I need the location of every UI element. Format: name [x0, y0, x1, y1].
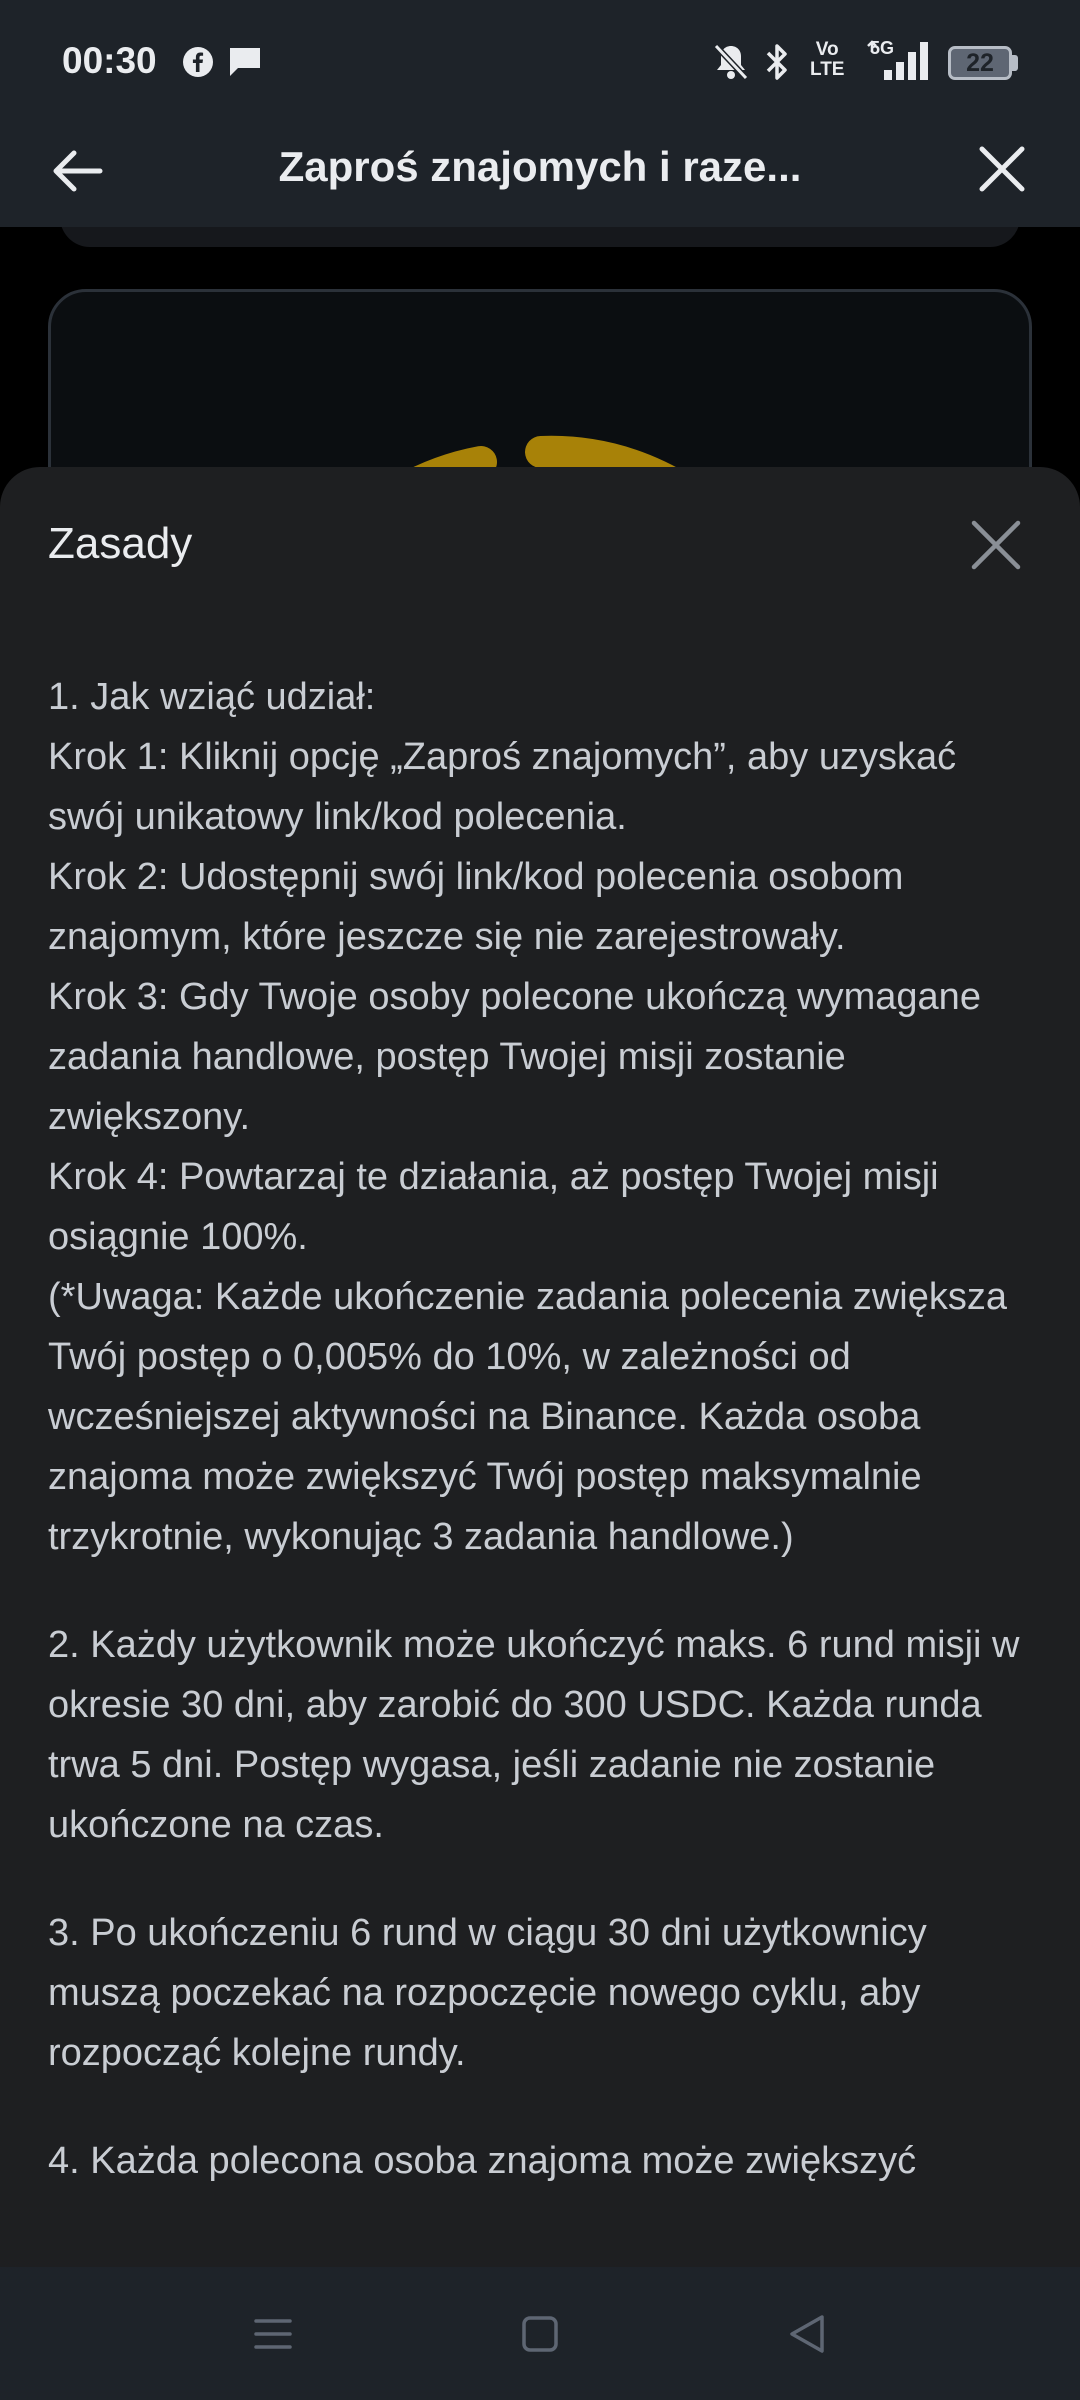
signal-icon [866, 40, 930, 82]
status-time: 00:30 [62, 40, 157, 81]
rule-4: 4. Każda polecona osoba znajoma może zwiększyć [48, 2140, 917, 2182]
close-button[interactable] [972, 139, 1032, 199]
battery-nub [1012, 55, 1018, 71]
system-nav-bar [0, 2267, 1080, 2400]
rule-note: (*Uwaga: Każde ukończenie zadania polecenia zwiększa Twój postęp o 0,005% do 10%, w zależności od wcześniejszej aktywności na Binance. Każda osoba znajoma może zwiększyć Twój postęp maksymalnie trzykrotnie, wykonując 3 zadania handlowe.) [48, 1276, 1008, 1558]
close-icon [972, 139, 1032, 199]
rules-sheet [0, 467, 1080, 2267]
rule-3: 3. Po ukończeniu 6 rund w ciągu 30 dni użytkownicy muszą poczekać na rozpoczęcie nowego cyklu, aby rozpocząć kolejne rundy. [48, 1912, 927, 2074]
rule-heading: 1. Jak wziąć udział: [48, 676, 376, 718]
rule-step-3: Krok 3: Gdy Twoje osoby polecone ukończą wymagane zadania handlowe, postęp Twojej misji zostanie zwiększony. [48, 976, 981, 1138]
battery-icon: 22 [948, 46, 1012, 80]
arrow-left-icon [48, 141, 108, 201]
sheet-close-button[interactable] [968, 517, 1024, 573]
background-content [0, 227, 1080, 477]
recent-apps-button[interactable] [248, 2309, 298, 2359]
page-title: Zaproś znajomych i raze... [278, 143, 802, 190]
sheet-title: Zasady [48, 519, 193, 568]
background-strip [60, 227, 1020, 247]
volte-icon: Vo LTE [810, 39, 845, 80]
home-button[interactable] [515, 2309, 565, 2359]
back-button[interactable] [48, 141, 108, 201]
rule-step-4: Krok 4: Powtarzaj te działania, aż postęp Twojej misji osiągnie 100%. [48, 1156, 939, 1258]
back-triangle-icon [782, 2309, 832, 2359]
rules-text [48, 667, 1038, 2191]
rule-2: 2. Każdy użytkownik może ukończyć maks. 6 rund misji w okresie 30 dni, aby zarobić do 300 USDC. Każda runda trwa 5 dni. Postęp wygasa, jeśli zadanie nie zostanie ukończone na czas. [48, 1624, 1020, 1846]
app-bar [0, 125, 1080, 227]
message-icon [228, 46, 262, 78]
system-back-button[interactable] [782, 2309, 832, 2359]
menu-icon [248, 2309, 298, 2359]
rule-step-1: Krok 1: Kliknij opcję „Zaproś znajomych”, aby uzyskać swój unikatowy link/kod polecenia. [48, 736, 957, 838]
mute-icon [712, 42, 750, 82]
home-square-icon [515, 2309, 565, 2359]
bluetooth-icon [764, 42, 790, 82]
close-icon [968, 517, 1024, 573]
status-bar [0, 0, 1080, 125]
rule-step-2: Krok 2: Udostępnij swój link/kod polecenia osobom znajomym, które jeszcze się nie zarejestrowały. [48, 856, 904, 958]
progress-ring-graphic [271, 392, 811, 477]
5g-icon: 5G [870, 38, 895, 58]
facebook-icon [182, 46, 214, 78]
background-card [48, 289, 1032, 477]
